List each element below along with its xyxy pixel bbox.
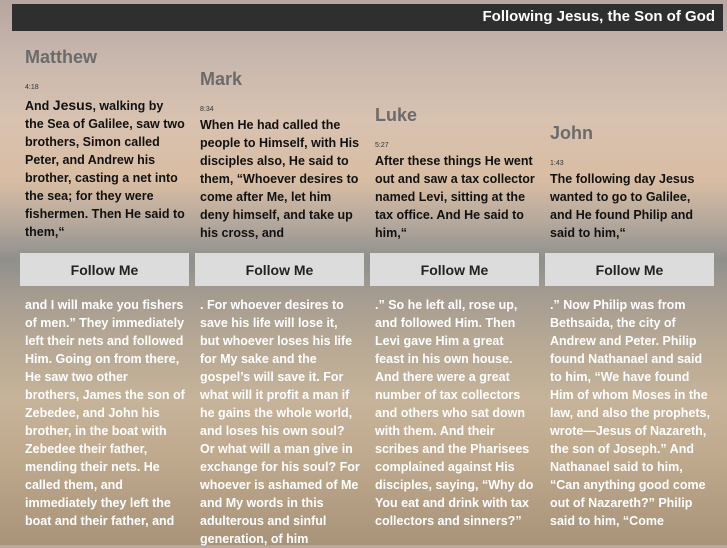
follow-me-button-mark[interactable]: Follow Me [195,253,364,286]
gospel-name: Mark [200,69,243,89]
header-bar [12,4,723,31]
verse-reference: 1:43 [550,160,564,167]
gospel-intro-text [25,96,185,242]
gospel-intro-text: When He had called the people to Himself, with His disciples also, He said to them, “Whoever desires to come after Me, let him deny himself, and take up his cross, and [200,118,360,240]
intro-emphasis: Jesus [52,97,93,113]
gospel-continuation-text: and I will make you fishers of men.” They immediately left their nets and followed Him. Going on from there, He saw two other brothers, James the son of Zebedee, and John his brother, in the boat with Zebedee their father, mending their nets. He called them, and immediately they left the boat and their father, and [25,298,185,528]
intro-rest: , walking by the Sea of Galilee, saw two brothers, Simon called Peter, and Andrew his brother, casting a net into the sea; for they were fishermen. Then He said to them,“ [25,99,185,239]
intro-lead: And [25,99,53,113]
follow-me-button-luke[interactable]: Follow Me [370,253,539,286]
follow-me-button-john[interactable]: Follow Me [545,253,714,286]
page-title: Following Jesus, the Son of God [482,8,715,25]
gospel-continuation-text: .” So he left all, rose up, and followed Him. Then Levi gave Him a great feast in his own house. And there were a great number of tax collectors and others who sat down with them. And their scribes and the Pharisees complained against His disciples, saying, “Why do You eat and drink with tax collectors and sinners?” [375,298,534,528]
verse-reference: 8:34 [200,106,214,113]
verse-reference: 5:27 [375,142,389,149]
gospel-name: John [550,123,593,143]
gospel-continuation-text: . For whoever desires to save his life will lose it, but whoever loses his life for My sake and the gospel’s will save it. For what will it profit a man if he gains the whole world, and loses his own soul? Or what will a man give in exchange for his soul? For whoever is ashamed of Me and My words in this adulterous and sinful generation, of him [200,298,360,546]
gospel-intro-text: After these things He went out and saw a tax collector named Levi, sitting at the tax office. And He said to him,“ [375,154,535,240]
gospel-name: Luke [375,105,418,125]
follow-me-button-matthew[interactable]: Follow Me [20,253,189,286]
verse-reference: 4:18 [25,84,39,91]
gospel-name: Matthew [25,47,97,67]
gospel-intro-text: The following day Jesus wanted to go to Galilee, and He found Philip and said to him,“ [550,172,695,240]
gospel-continuation-text: .” Now Philip was from Bethsaida, the city of Andrew and Peter. Philip found Nathanael and said to him, “We have found Him of whom Moses in the law, and also the prophets, wrote—Jesus of Nazareth, the son of Joseph.” And Nathanael said to him, “Can anything good come out of Nazareth?” Philip said to him, “Come [550,298,710,528]
